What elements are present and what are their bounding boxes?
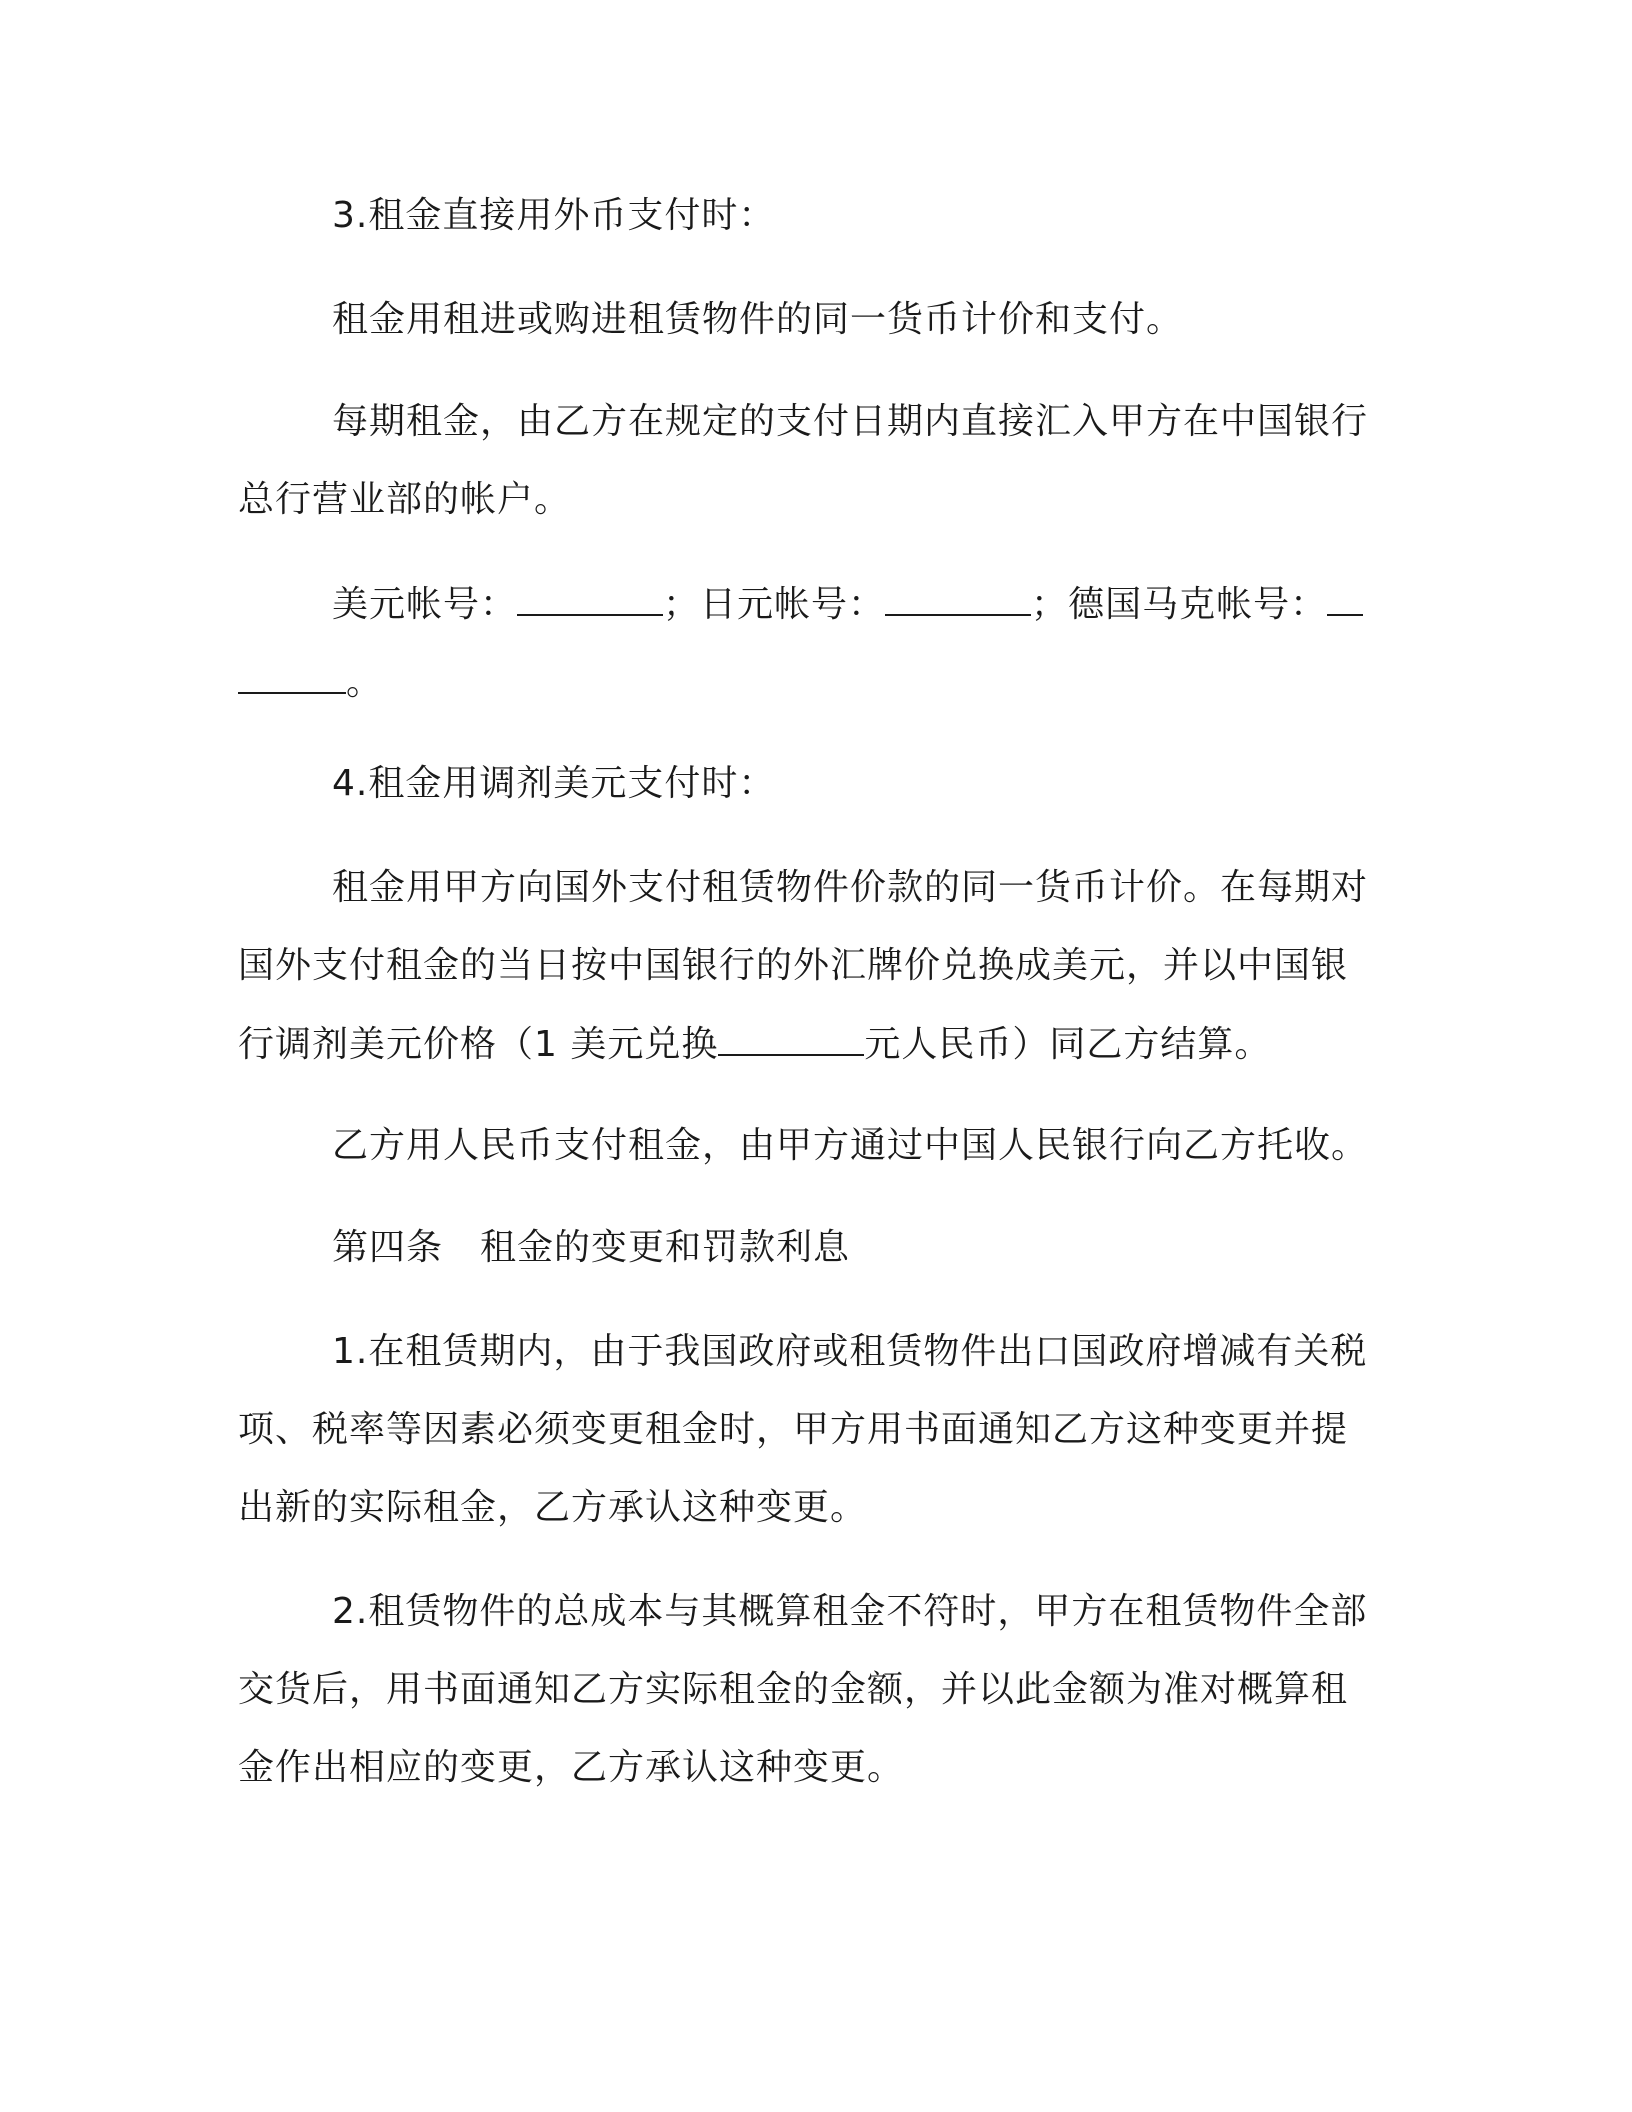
paragraph-usd-adjust-line-1: [332, 864, 1368, 912]
paragraph-currency-text: 租金用租进或购进租赁物件的同一货币计价和支付。: [332, 299, 1184, 340]
paragraph-tax-change-line-3: [238, 1484, 867, 1532]
paragraph-tax-change-text-1: 1.在租赁期内，由于我国政府或租赁物件出口国政府增减有关税: [332, 1331, 1368, 1372]
paragraph-usd-adjust-line-3: [238, 1020, 1271, 1069]
clause-4-heading: [332, 760, 775, 808]
account-numbers-line-2: [238, 658, 383, 707]
jpy-account-blank: [885, 580, 1031, 616]
paragraph-tax-change-text-3: 出新的实际租金，乙方承认这种变更。: [238, 1487, 868, 1528]
separator: ；: [1031, 584, 1069, 625]
paragraph-rmb-collection-text: 乙方用人民币支付租金，由甲方通过中国人民银行向乙方托收。: [332, 1125, 1369, 1166]
paragraph-usd-adjust-line-2: [238, 942, 1348, 990]
clause-4-heading-text: 4.租金用调剂美元支付时：: [332, 763, 776, 804]
paragraph-remittance-line-1: [332, 398, 1368, 446]
paragraph-remittance-line-2: [238, 476, 571, 524]
clause-3-heading: [332, 192, 775, 240]
paragraph-currency: [332, 296, 1183, 344]
paragraph-cost-change-line-1: [332, 1588, 1367, 1636]
paragraph-remittance-text-2: 总行营业部的帐户。: [238, 479, 572, 520]
paragraph-tax-change-line-2: [238, 1406, 1348, 1454]
paragraph-cost-change-text-2: 交货后，用书面通知乙方实际租金的金额，并以此金额为准对概算租: [238, 1669, 1349, 1710]
dem-account-blank-end: [238, 658, 346, 694]
paragraph-cost-change-text-3: 金作出相应的变更，乙方承认这种变更。: [238, 1747, 905, 1788]
paragraph-cost-change-line-3: [238, 1744, 904, 1792]
paragraph-cost-change-text-1: 2.租赁物件的总成本与其概算租金不符时，甲方在租赁物件全部: [332, 1591, 1368, 1632]
paragraph-usd-adjust-text-2: 国外支付租金的当日按中国银行的外汇牌价兑换成美元，并以中国银: [238, 945, 1349, 986]
paragraph-tax-change-line-1: [332, 1328, 1367, 1376]
paragraph-usd-adjust-text-1: 租金用甲方向国外支付租赁物件价款的同一货币计价。在每期对: [332, 867, 1369, 908]
separator: ；: [663, 584, 701, 625]
dem-account-blank-start: [1327, 580, 1363, 616]
article-4-heading: [332, 1224, 850, 1272]
clause-3-heading-text: 3.租金直接用外币支付时：: [332, 195, 776, 236]
exchange-rate-suffix: 元人民币）同乙方结算。: [864, 1024, 1272, 1065]
period: 。: [346, 662, 384, 703]
paragraph-tax-change-text-2: 项、税率等因素必须变更租金时，甲方用书面通知乙方这种变更并提: [238, 1409, 1349, 1450]
usd-account-label: 美元帐号：: [332, 584, 518, 625]
usd-account-blank: [517, 580, 663, 616]
jpy-account-label: 日元帐号：: [700, 584, 886, 625]
article-4-heading-text: 第四条 租金的变更和罚款利息: [332, 1227, 851, 1268]
account-numbers-line-1: [332, 580, 1363, 629]
exchange-rate-prefix: 行调剂美元价格（1 美元兑换: [238, 1024, 719, 1065]
dem-account-label: 德国马克帐号：: [1068, 584, 1328, 625]
paragraph-rmb-collection: [332, 1122, 1368, 1170]
exchange-rate-blank: [718, 1020, 864, 1056]
paragraph-cost-change-line-2: [238, 1666, 1348, 1714]
paragraph-remittance-text-1: 每期租金，由乙方在规定的支付日期内直接汇入甲方在中国银行: [332, 401, 1369, 442]
